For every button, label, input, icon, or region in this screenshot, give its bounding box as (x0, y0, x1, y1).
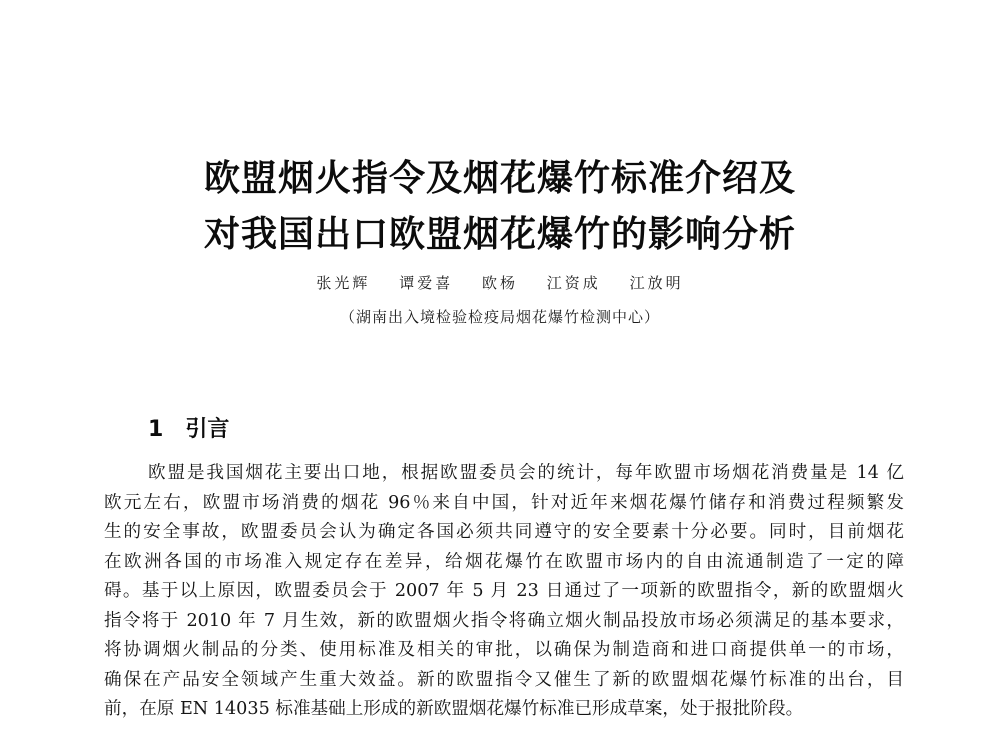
paragraph-line: 欧盟是我国烟花主要出口地，根据欧盟委员会的统计，每年欧盟市场烟花消费量是 14 亿 (148, 463, 904, 483)
paragraph-line: 前，在原 EN 14035 标准基础上形成的新欧盟烟花爆竹标准已形成草案，处于报批阶段。 (104, 699, 804, 719)
author-name: 张光辉 (316, 274, 371, 292)
author-name: 江资成 (546, 274, 601, 292)
paragraph-line: 确保在产品安全领域产生重大效益。新的欧盟指令又催生了新的欧盟烟花爆竹标准的出台，目 (104, 669, 904, 690)
paper-title-line-2: 对我国出口欧盟烟花爆竹的影响分析 (203, 214, 796, 255)
paragraph-line: 指令将于 2010 年 7 月生效，新的欧盟烟火指令将确立烟火制品投放市场必须满足的基本要求， (104, 610, 904, 631)
paragraph-line: 碍。基于以上原因，欧盟委员会于 2007 年 5 月 23 日通过了一项新的欧盟指令，新的欧盟烟火 (104, 581, 904, 601)
author-name: 江放明 (629, 274, 684, 292)
section-number: 1 (148, 417, 164, 442)
author-list (0, 272, 1000, 293)
author-affiliation: （湖南出入境检验检疫局烟花爆竹检测中心） (339, 308, 660, 326)
author-name: 谭爱喜 (399, 274, 454, 292)
author-name: 欧杨 (481, 274, 518, 292)
section-title: 引言 (185, 417, 230, 442)
body-paragraph (104, 459, 904, 725)
paper-title-line-1: 欧盟烟火指令及烟花爆竹标准介绍及 (203, 158, 796, 199)
paragraph-line: 在欧洲各国的市场准入规定存在差异，给烟花爆竹在欧盟市场内的自由流通制造了一定的障 (104, 551, 904, 572)
paragraph-line: 生的安全事故，欧盟委员会认为确定各国必须共同遵守的安全要素十分必要。同时，目前烟花 (104, 522, 904, 542)
paragraph-line: 将协调烟火制品的分类、使用标准及相关的审批，以确保为制造商和进口商提供单一的市场， (104, 640, 904, 660)
paragraph-line: 欧元左右，欧盟市场消费的烟花 96％来自中国，针对近年来烟花爆竹储存和消费过程频繁发 (104, 492, 904, 513)
section-heading (148, 412, 229, 443)
